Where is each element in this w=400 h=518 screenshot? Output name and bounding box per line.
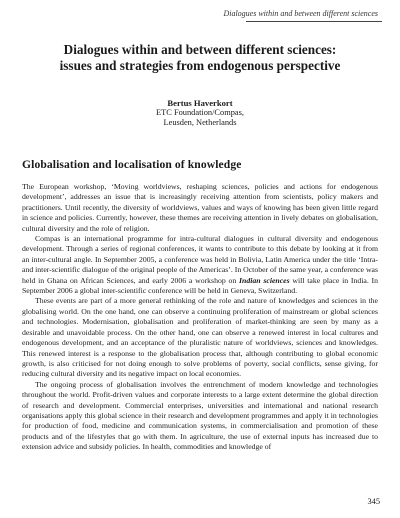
paragraph-2-part-a: Compas is an international programme for intra-cultural dialogues in cultural diversity and endogenous development. Through a series of regional conferences, it wants to contribute to this debate by looking at it from an inter-cultural angle. In September 2005, a conference was held in Bolivia, Latin America under the title ‘Intra- and inter-scientific dialogue of the original people of the Americas’. In October of the same year, a conference was held in Ghana on African Sciences, and early 2006 a workshop on bbox=[22, 234, 378, 285]
paragraph-2-part-b: will take place in India. In September 2006 a global inter-scientific conference will be held in Geneva, Switzerland. bbox=[22, 275, 379, 296]
running-head: Dialogues within and between different sciences bbox=[223, 9, 378, 18]
paragraph-1: The European workshop, ‘Moving worldviews, reshaping sciences, policies and actions for endogenous development’, addresses an issue that is increasingly receiving attention from scientists, policy makers and practitioners. Until recently, the diversity of worldviews, values and ways of knowing has been given little regard in science and policies. Currently, however, these themes are receiving attention in lively debates on globalisation, cultural diversity and the role of religion. bbox=[22, 182, 378, 233]
article-title bbox=[40, 42, 360, 74]
paragraph-2 bbox=[22, 234, 378, 296]
header-rule bbox=[246, 21, 382, 22]
affiliation-line-2: Leusden, Netherlands bbox=[163, 118, 237, 127]
emphasis-indian-sciences: Indian sciences bbox=[239, 275, 290, 285]
title-line-2: issues and strategies from endogenous perspective bbox=[59, 58, 341, 73]
author-name: Bertus Haverkort bbox=[167, 98, 233, 108]
section-heading: Globalisation and localisation of knowledge bbox=[22, 158, 242, 171]
body-text bbox=[22, 182, 378, 453]
author-affiliation bbox=[0, 108, 400, 128]
page-number: 345 bbox=[367, 497, 380, 506]
title-line-1: Dialogues within and between different sciences: bbox=[63, 42, 337, 57]
paragraph-3: These events are part of a more general rethinking of the role and nature of knowledges and sciences in the globalising world. On the one hand, one can observe a continuing proliferation of mainstream or global sciences and technologies. Modernisation, globalisation and proliferation of market-thinking are seen by many as a desirable and unavoidable process. On the other hand, one can observe a renewed interest in local cultures and endogenous development, and an acceptance of the pluralistic nature of worldviews, sciences and knowledges. This renewed interest is a response to the globalisation process that, although contributing to global economic growth, is also criticised for not doing enough to solve problems of poverty, social conflicts, sense giving, for reducing cultural diversity and its negative impact on local economies. bbox=[22, 296, 378, 379]
affiliation-line-1: ETC Foundation/Compas, bbox=[156, 108, 244, 117]
paragraph-4: The ongoing process of globalisation involves the entrenchment of modern knowledge and technologies throughout the world. Profit-driven values and corporate interests to a large extent determine the global direction of research and development. Commercial enterprises, universities and international and national research organisations apply this global science in their research and development programmes and apply it in technologies for production of food, medicine and communication systems, in commercialisation and promotion of these products and of the lifestyles that go with them. In agriculture, the use of external inputs has increased due to extension advice and subsidy policies. In health, commodities and knowledge of bbox=[22, 379, 378, 452]
